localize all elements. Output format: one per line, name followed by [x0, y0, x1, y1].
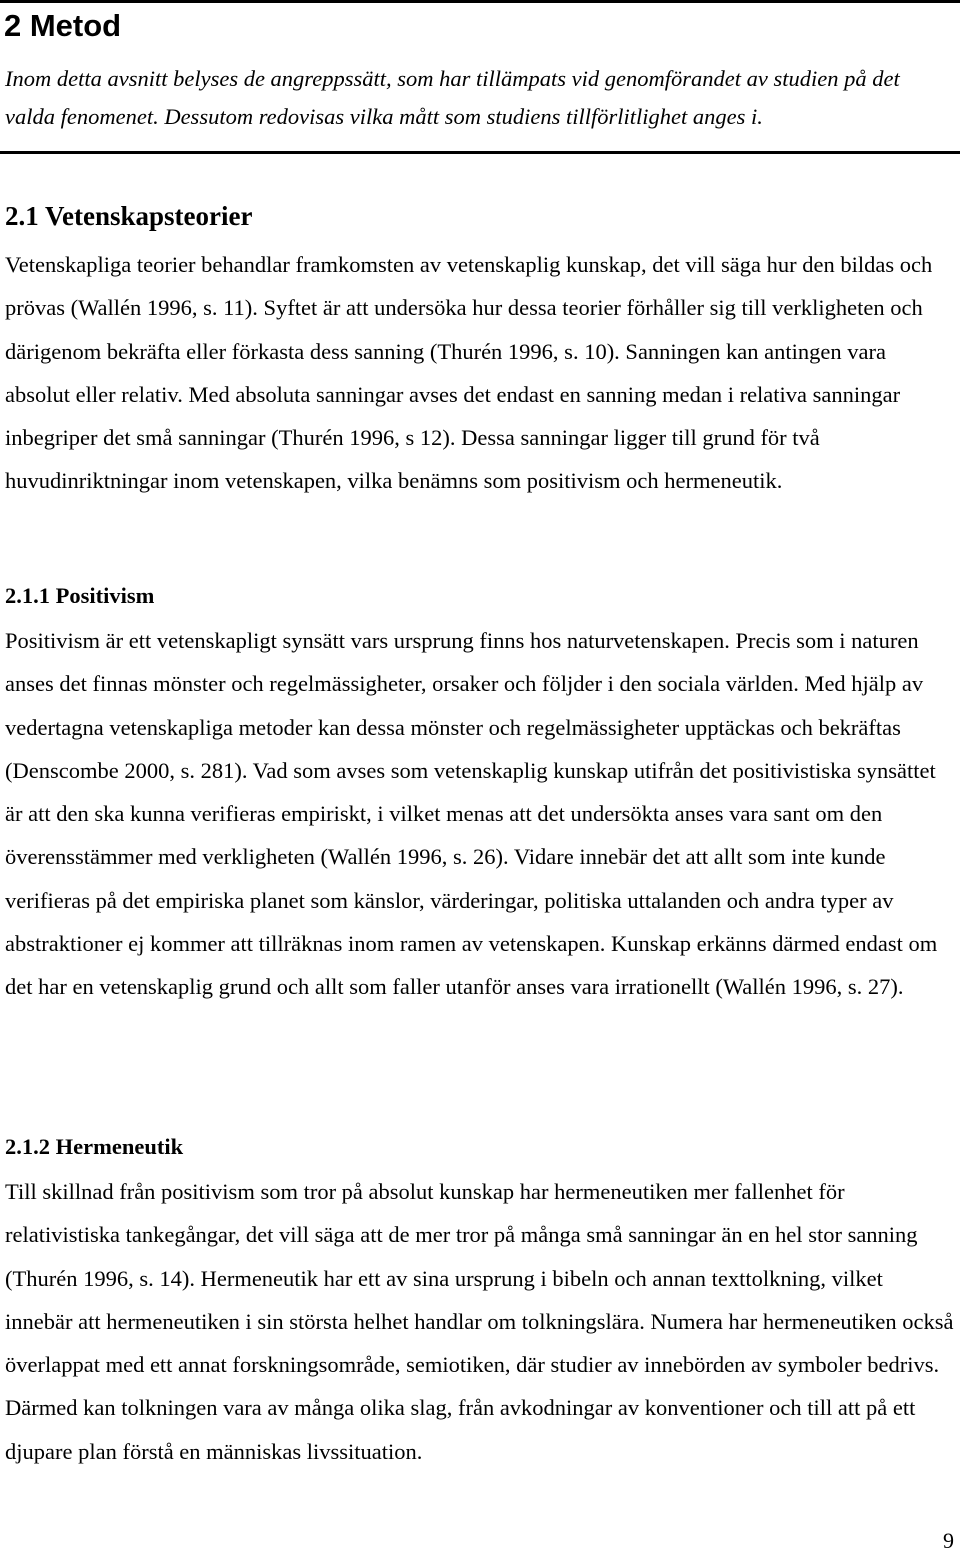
- top-divider: [0, 0, 960, 3]
- section-heading-vetenskapsteorier: 2.1 Vetenskapsteorier: [5, 201, 253, 231]
- chapter-heading: 2 Metod: [4, 8, 122, 43]
- chapter-intro: Inom detta avsnitt belyses de angreppssätt, som har tillämpats vid genomförandet av studien på det valda fenomenet. Dessutom redovisas vilka mått som studiens tillförlitlighet anges i.: [5, 66, 900, 129]
- paragraph-hermeneutik: Till skillnad från positivism som tror på absolut kunskap har hermeneutiken mer fallenhet för relativistiska tankegångar, det vill säga att de mer tror på många små sanningar än en hel stor sanning (Thurén 1996, s. 14). Hermeneutik har ett av sina ursprung i bibeln och annan texttolkning, vilket innebär att hermeneutiken i sin största helhet handlar om tolkningslära. Numera har hermeneutiken också överlappat med ett annat forskningsområde, semiotiken, där studier av innebörden av symboler bedrivs. Därmed kan tolkningen vara av många olika slag, från avkodningar av konventioner och till att på ett djupare plan förstå en människas livssituation.: [5, 1179, 954, 1464]
- subsection-heading-positivism: 2.1.1 Positivism: [5, 583, 155, 608]
- paragraph-positivism: Positivism är ett vetenskapligt synsätt vars ursprung finns hos naturvetenskapen. Precis som i naturen anses det finnas mönster och regelmässigheter, orsaker och följder i den sociala världen. Med hjälp av vedertagna vetenskapliga metoder kan dessa mönster och regelmässigheter upptäckas och bekräftas (Denscombe 2000, s. 281). Vad som avses som vetenskaplig kunskap utifrån det positivistiska synsättet är att den ska kunna verifieras empiriskt, i vilket menas att det undersökta anses vara sant om den överensstämmer med verkligheten (Wallén 1996, s. 26). Vidare innebär det att allt som inte kunde verifieras på det empiriska planet som känslor, värderingar, politiska uttalanden och andra typer av abstraktioner ej kommer att tillräknas inom ramen av vetenskapen. Kunskap erkänns därmed endast om det har en vetenskaplig grund och allt som faller utanför anses vara irrationellt (Wallén 1996, s. 27).: [5, 628, 938, 1000]
- page-number: 9: [943, 1528, 954, 1553]
- subsection-heading-hermeneutik: 2.1.2 Hermeneutik: [5, 1134, 184, 1159]
- section-divider: [0, 151, 960, 154]
- paragraph-vetenskapsteorier: Vetenskapliga teorier behandlar framkomsten av vetenskaplig kunskap, det vill säga hur den bildas och prövas (Wallén 1996, s. 11). Syftet är att undersöka hur dessa teorier förhåller sig till verkligheten och därigenom bekräfta eller förkasta dess sanning (Thurén 1996, s. 10). Sanningen kan antingen vara absolut eller relativ. Med absoluta sanningar avses det endast en sanning medan i relativa sanningar inbegriper det små sanningar (Thurén 1996, s 12). Dessa sanningar ligger till grund för två huvudinriktningar inom vetenskapen, vilka benämns som positivism och hermeneutik.: [5, 252, 933, 494]
